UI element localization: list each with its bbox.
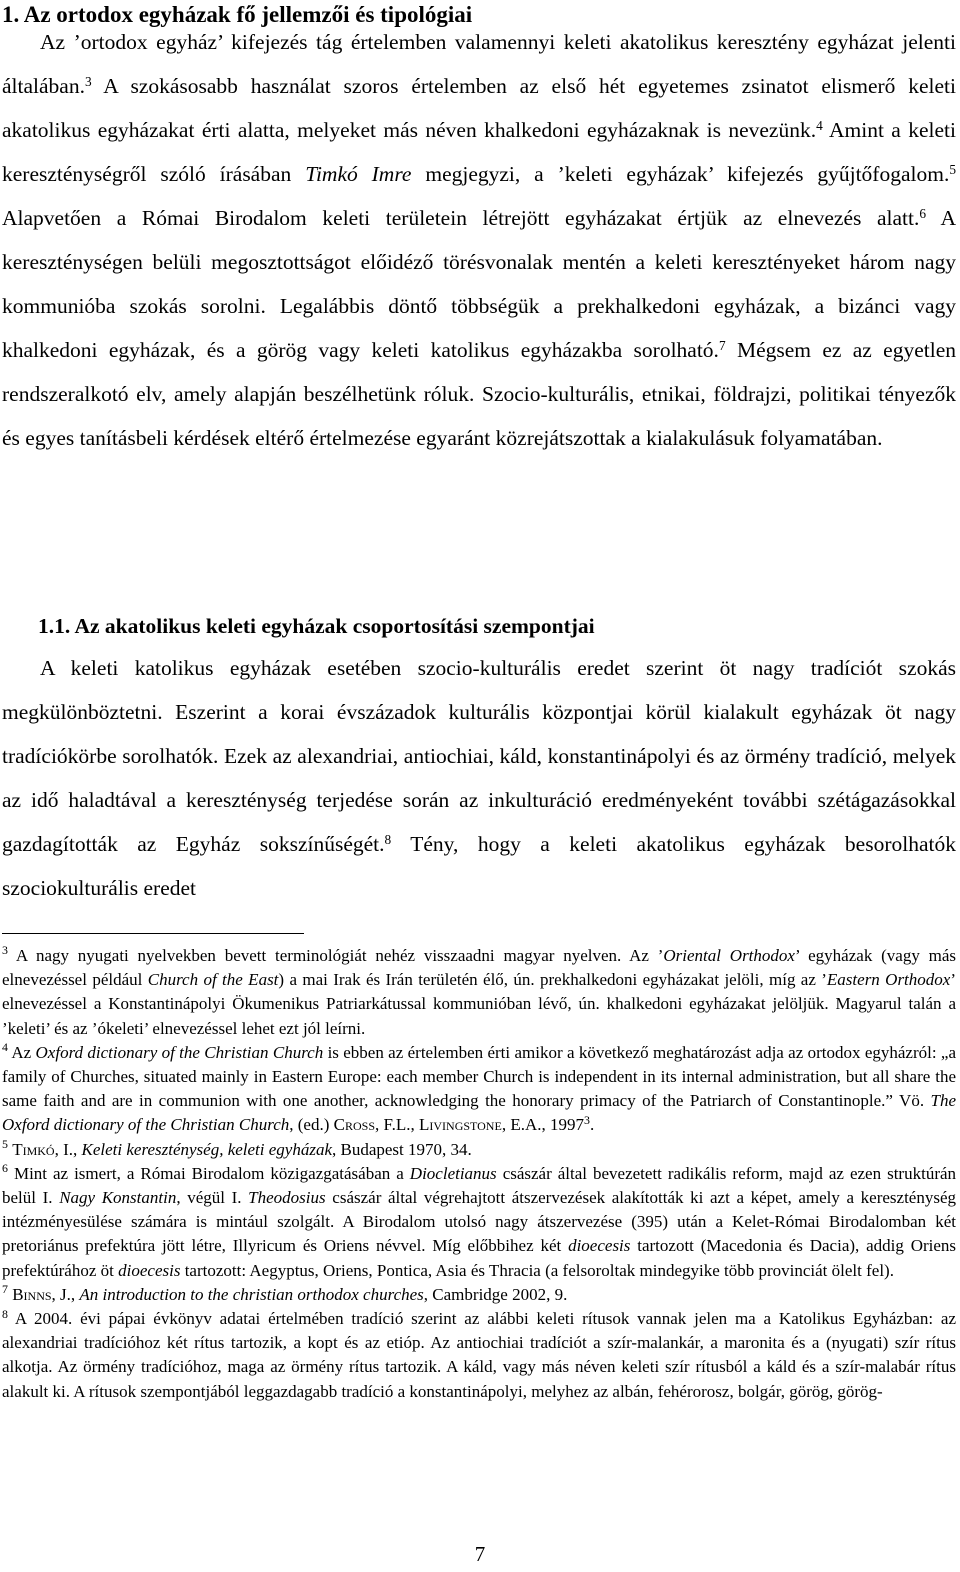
- footnote-number: 3: [2, 943, 8, 958]
- footnote-8: $^8$ A 2004. évi pápai évkönyv adatai értelmében tradíció szerint az alábbi keleti rítusok vannak jelen ma a Katolikus Egyházban: az alexandriai tradícióhoz két rítus tartozik, a kopt és az etióp. Az antiochiai tradíciót a szír-malankár, a maronita és a (nyugati) szír rítus alkotja. Az örmény tradícióhoz, maga az örmény rítus tartozik. A káld, vagy más néven keleti szír rítusból a káld és a szír-malabár rítus alakult ki. A rítusok szempontjából leggazdagabb tradíció a konstantinápolyi, melyhez az albán, fehérorosz, bolgár, görög, görög-: [2, 1306, 957, 1401]
- footnote-ref-5[interactable]: 5: [949, 161, 957, 177]
- footnote-number: 5: [2, 1137, 8, 1152]
- footnote-7: $^7$ Binns, J., An introduction to the christian orthodox churches, Cambridge 2002, 9.: [2, 1282, 568, 1304]
- footnotes: [2, 944, 956, 1404]
- footnote-ref-6[interactable]: 6: [919, 205, 927, 221]
- section-heading: 1. Az ortodox egyházak fő jellemzői és tipológiai: [2, 2, 473, 27]
- paragraph-traditions: [2, 646, 956, 910]
- footnote-ref-8[interactable]: 8: [384, 831, 392, 847]
- footnote-ref-4[interactable]: 4: [816, 117, 823, 133]
- footnote-ref-7[interactable]: 7: [718, 337, 726, 353]
- footnote-number: 7: [2, 1282, 8, 1297]
- footnote-4: $^4$ Az Oxford dictionary of the Christian Church is ebben az értelemben érti amikor a következő meghatározást adja az ortodox egyházról: „a family of Churches, situated mainly in Eastern Europe: each member Church is independent in its internal administration, but all share the same faith and are in communion with one another, acknowledging the honorary primacy of the Patriarch of Constantinople.” Vö. The Oxford dictionary of the Christian Church, (ed.) Cross, F.L., Livingstone, E.A., 1997$^3$.: [2, 1040, 957, 1135]
- footnote-number: 4: [2, 1040, 8, 1055]
- page-number: 7: [474, 1542, 486, 1566]
- footnote-3: $^3$ A nagy nyugati nyelvekben bevett terminológiát nehéz visszaadni magyar nyelven. Az ’Oriental Orthodox’ egyházak (vagy más elnevezéssel például Church of the East) a mai Irak és Irán területén élő, ún. prekhalkedoni egyházakat jelöli, míg az ’Eastern Orthodox’ elnevezéssel a Konstantinápolyi Ökumenikus Patriarkátussal kommunióban lévő, ún. khalkedoni egyházakat jelöljük. Magyarul talán a ’keleti’ és az ’ókeleti’ elnevezéssel lehet ezt jól leírni.: [2, 943, 957, 1038]
- para1-sentence-3a: Amint a keleti kereszténységről szóló írásában: [2, 118, 956, 186]
- author-name: Timkó Imre: [305, 162, 412, 186]
- para1-sentence-4: Alapvetően a Római Birodalom keleti területein létrejött egyházakat értjük az elnevezés alatt.: [2, 206, 920, 230]
- subsection-heading: 1.1. Az akatolikus keleti egyházak csoportosítási szempontjai: [38, 614, 595, 638]
- para1-sentence-3b: megjegyzi, a ’keleti egyházak’ kifejezés gyűjtőfogalom.: [425, 162, 950, 186]
- para2-sentence-1: A keleti katolikus egyházak esetében szocio-kulturális eredet szerint öt nagy tradíciót szokás megkülönböztetni. Eszerint a korai évszázadok kulturális központjai körül kialakult egyházak öt nagy tradíciókörbe sorolhatók. Ezek az alexandriai, antiochiai, káld, konstantinápolyi és az örmény tradíció, melyek az idő haladtával a kereszténység terjedése során az inkulturáció eredményeként további szétágazásokkal gazdagították az Egyház sokszínűségét.: [2, 656, 956, 856]
- para1-sentence-6: Mégsem ez az egyetlen rendszeralkotó elv, amely alapján beszélhetünk róluk. Szocio-kulturális, etnikai, földrajzi, politikai tényezők és egyes tanításbeli kérdések eltérő értelmezése egyaránt közrejátszottak a kialakulásuk folyamatában.: [2, 338, 956, 450]
- footnote-number: 6: [2, 1161, 8, 1176]
- footnote-separator: [2, 933, 304, 934]
- footnote-5: $^5$ Timkó, I., Keleti kereszténység, keleti egyházak, Budapest 1970, 34.: [2, 1137, 472, 1159]
- para1-sentence-2: A szokásosabb használat szoros értelemben az első hét egyetemes zsinatot elismerő keleti akatolikus egyházakat érti alatta, melyeket más néven khalkedoni egyházaknak is nevezünk.: [2, 74, 956, 142]
- footnote-6: $^6$ Mint az ismert, a Római Birodalom közigazgatásában a Diocletianus császár által bevezetett radikális reform, majd az ezen struktúrán belül I. Nagy Konstantin, végül I. Theodosius császár által végrehajtott átszervezések alakították ki azt a képet, amely a kereszténység intézményesülése számára is mintául szolgált. A Birodalom utolsó nagy átszervezése (395) után a Kelet-Római Birodalomban két pretoriánus prefektúra jött létre, Illyricum és Oriens névvel. Míg előbbihez két dioecesis tartozott (Macedonia és Dacia), addig Oriens prefektúrához öt dioecesis tartozott: Aegyptus, Oriens, Pontica, Asia és Thracia (a felsoroltak mindegyike több provinciát ölelt fel).: [2, 1161, 957, 1280]
- para1-sentence-5: A kereszténységen belüli megosztottságot előidéző törésvonalak mentén a keleti keresztényeket három nagy kommunióba szokás sorolni. Legalábbis döntő többségük a prekhalkedoni egyházak, a bizánci vagy khalkedoni egyházak, és a görög vagy keleti katolikus egyházakba sorolható.: [2, 206, 956, 362]
- footnote-number: 8: [2, 1306, 8, 1321]
- para1-sentence-1: Az ’ortodox egyház’ kifejezés tág értelemben valamennyi keleti akatolikus keresztény egyházat jelenti általában.: [2, 30, 956, 98]
- footnote-ref-3[interactable]: 3: [84, 73, 92, 89]
- para2-sentence-2: Tény, hogy a keleti akatolikus egyházak besorolhatók szociokulturális eredet: [2, 832, 956, 900]
- paragraph-intro: [2, 20, 956, 460]
